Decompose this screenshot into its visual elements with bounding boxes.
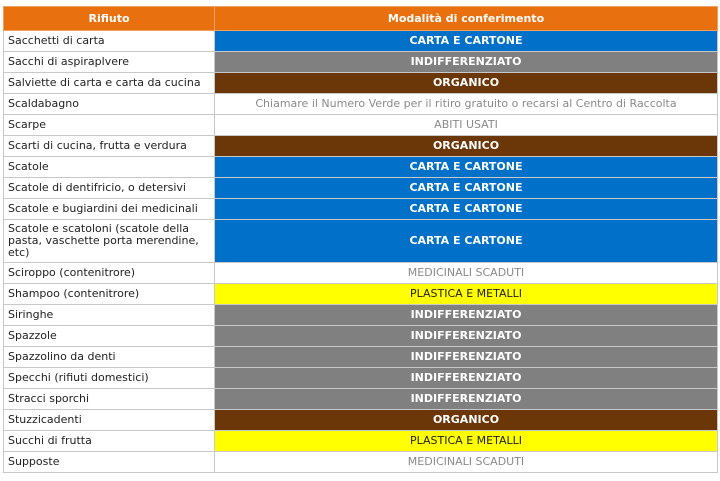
disposal-method: PLASTICA E METALLI: [215, 431, 718, 452]
table-row: [4, 452, 718, 473]
waste-item-name: Scatole e scatoloni (scatole della pasta, vaschette porta merendine, etc): [4, 220, 215, 263]
table-row: [4, 157, 718, 178]
table-row: [4, 94, 718, 115]
waste-item-name: Spazzole: [4, 326, 215, 347]
disposal-method: CARTA E CARTONE: [215, 157, 718, 178]
disposal-method: ABITI USATI: [215, 115, 718, 136]
table-row: [4, 199, 718, 220]
waste-item-name: Supposte: [4, 452, 215, 473]
waste-item-name: Spazzolino da denti: [4, 347, 215, 368]
table-row: [4, 263, 718, 284]
header-rifiuto: Rifiuto: [4, 7, 215, 31]
table-row: [4, 220, 718, 263]
waste-item-name: Scatole di dentifricio, o detersivi: [4, 178, 215, 199]
disposal-method: ORGANICO: [215, 73, 718, 94]
waste-item-name: Scatole e bugiardini dei medicinali: [4, 199, 215, 220]
table-row: [4, 410, 718, 431]
disposal-method: INDIFFERENZIATO: [215, 347, 718, 368]
disposal-method: INDIFFERENZIATO: [215, 326, 718, 347]
table-row: [4, 368, 718, 389]
disposal-method: INDIFFERENZIATO: [215, 368, 718, 389]
disposal-method: CARTA E CARTONE: [215, 220, 718, 263]
table-row: [4, 326, 718, 347]
table-row: [4, 305, 718, 326]
disposal-method: MEDICINALI SCADUTI: [215, 263, 718, 284]
disposal-method: CARTA E CARTONE: [215, 31, 718, 52]
waste-item-name: Stuzzicadenti: [4, 410, 215, 431]
waste-item-name: Scatole: [4, 157, 215, 178]
table-row: [4, 136, 718, 157]
disposal-method: MEDICINALI SCADUTI: [215, 452, 718, 473]
disposal-method: INDIFFERENZIATO: [215, 52, 718, 73]
table-header-row: [4, 7, 718, 31]
disposal-method: ORGANICO: [215, 136, 718, 157]
table-row: [4, 115, 718, 136]
table-row: [4, 284, 718, 305]
waste-item-name: Succhi di frutta: [4, 431, 215, 452]
table-row: [4, 347, 718, 368]
waste-item-name: Sciroppo (contenitrore): [4, 263, 215, 284]
table-row: [4, 389, 718, 410]
waste-item-name: Scarpe: [4, 115, 215, 136]
disposal-method: PLASTICA E METALLI: [215, 284, 718, 305]
table-row: [4, 52, 718, 73]
table-row: [4, 31, 718, 52]
disposal-method: CARTA E CARTONE: [215, 178, 718, 199]
table-body: [4, 31, 718, 473]
waste-item-name: Sacchi di aspiraplvere: [4, 52, 215, 73]
disposal-method: INDIFFERENZIATO: [215, 389, 718, 410]
waste-item-name: Stracci sporchi: [4, 389, 215, 410]
waste-item-name: Salviette di carta e carta da cucina: [4, 73, 215, 94]
waste-item-name: Scaldabagno: [4, 94, 215, 115]
disposal-method: Chiamare il Numero Verde per il ritiro gratuito o recarsi al Centro di Raccolta: [215, 94, 718, 115]
waste-disposal-table: [3, 6, 718, 473]
header-modalita: Modalità di conferimento: [215, 7, 718, 31]
waste-item-name: Specchi (rifiuti domestici): [4, 368, 215, 389]
table-row: [4, 73, 718, 94]
waste-item-name: Scarti di cucina, frutta e verdura: [4, 136, 215, 157]
table-row: [4, 431, 718, 452]
waste-item-name: Shampoo (contenitrore): [4, 284, 215, 305]
disposal-method: INDIFFERENZIATO: [215, 305, 718, 326]
waste-item-name: Siringhe: [4, 305, 215, 326]
waste-item-name: Sacchetti di carta: [4, 31, 215, 52]
disposal-method: CARTA E CARTONE: [215, 199, 718, 220]
disposal-method: ORGANICO: [215, 410, 718, 431]
table-row: [4, 178, 718, 199]
